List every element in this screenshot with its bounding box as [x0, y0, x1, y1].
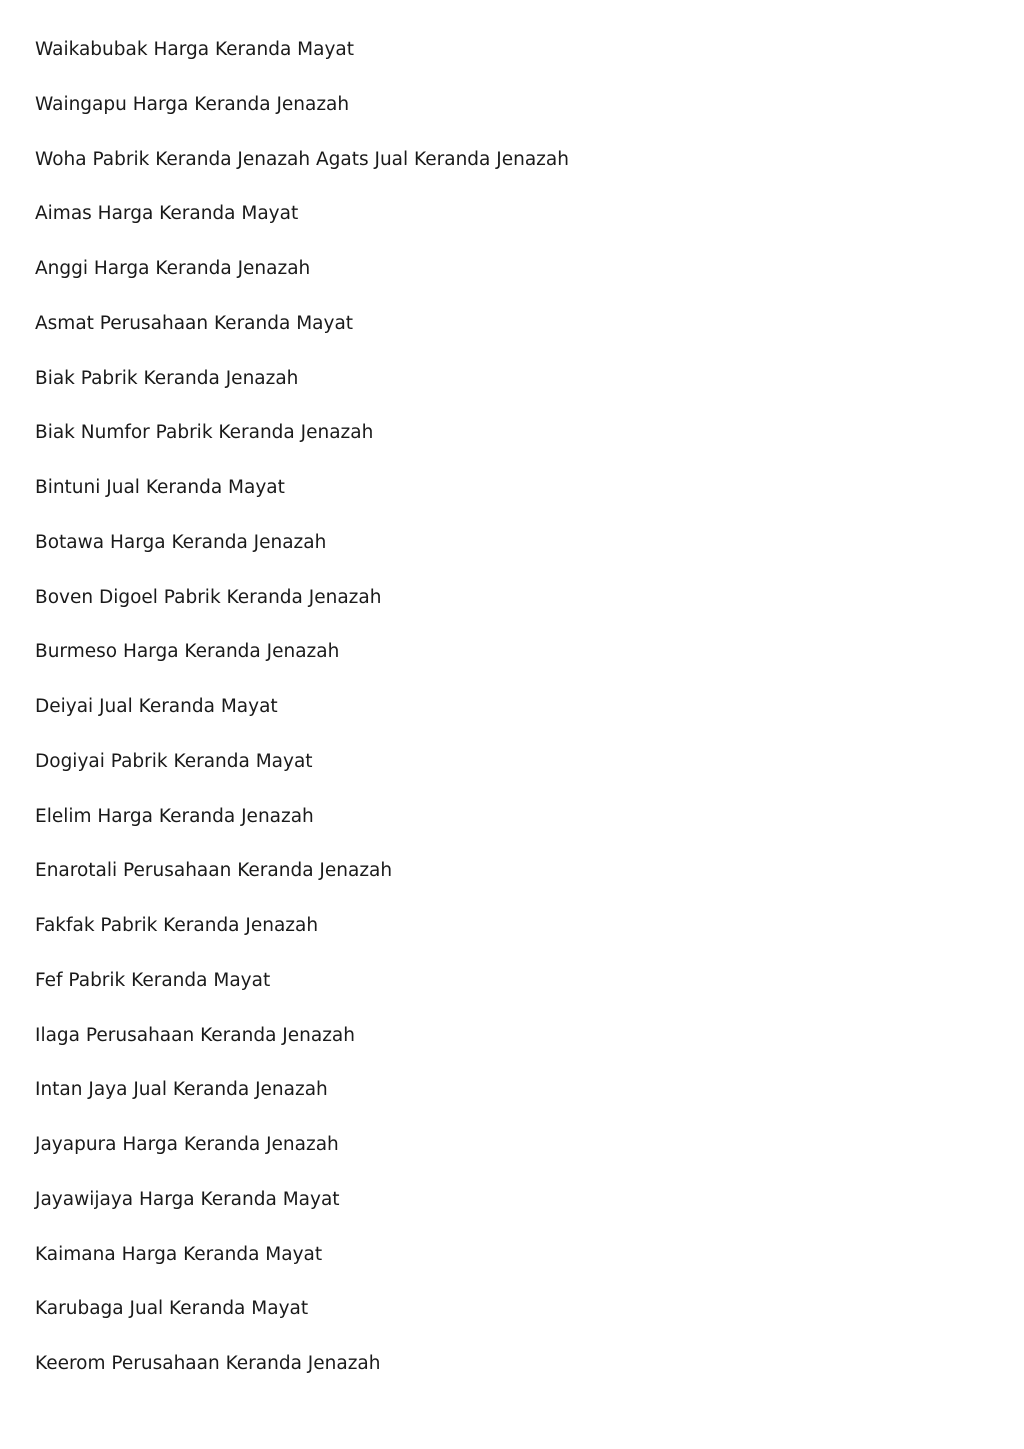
text-line: Boven Digoel Pabrik Keranda Jenazah	[35, 586, 382, 608]
text-line: Fef Pabrik Keranda Mayat	[35, 969, 271, 991]
text-line: Intan Jaya Jual Keranda Jenazah	[35, 1079, 328, 1101]
text-line: Enarotali Perusahaan Keranda Jenazah	[35, 860, 393, 882]
text-line: Karubaga Jual Keranda Mayat	[35, 1298, 309, 1320]
text-line: Anggi Harga Keranda Jenazah	[35, 258, 311, 279]
text-line: Deiyai Jual Keranda Mayat	[35, 696, 278, 717]
text-line: Keerom Perusahaan Keranda Jenazah	[35, 1353, 381, 1374]
text-line: Dogiyai Pabrik Keranda Mayat	[35, 750, 313, 772]
text-line: Jayapura Harga Keranda Jenazah	[35, 1134, 339, 1155]
text-line: Burmeso Harga Keranda Jenazah	[35, 641, 340, 663]
text-line: Woha Pabrik Keranda Jenazah Agats Jual Keranda Jenazah	[35, 148, 569, 170]
text-line: Aimas Harga Keranda Mayat	[35, 203, 299, 225]
text-line: Fakfak Pabrik Keranda Jenazah	[35, 915, 319, 936]
text-line: Biak Numfor Pabrik Keranda Jenazah	[35, 422, 374, 444]
text-line: Asmat Perusahaan Keranda Mayat	[35, 312, 354, 334]
text-line: Bintuni Jual Keranda Mayat	[35, 477, 285, 498]
text-line: Kaimana Harga Keranda Mayat	[35, 1243, 323, 1265]
text-line: Botawa Harga Keranda Jenazah	[35, 531, 327, 553]
text-line: Waikabubak Harga Keranda Mayat	[35, 39, 354, 60]
text-line-list	[35, 36, 569, 1405]
text-line: Waingapu Harga Keranda Jenazah	[35, 93, 350, 115]
text-line: Jayawijaya Harga Keranda Mayat	[35, 1188, 340, 1210]
text-line: Ilaga Perusahaan Keranda Jenazah	[35, 1024, 355, 1046]
text-line: Biak Pabrik Keranda Jenazah	[35, 367, 299, 389]
text-line: Elelim Harga Keranda Jenazah	[35, 805, 314, 827]
